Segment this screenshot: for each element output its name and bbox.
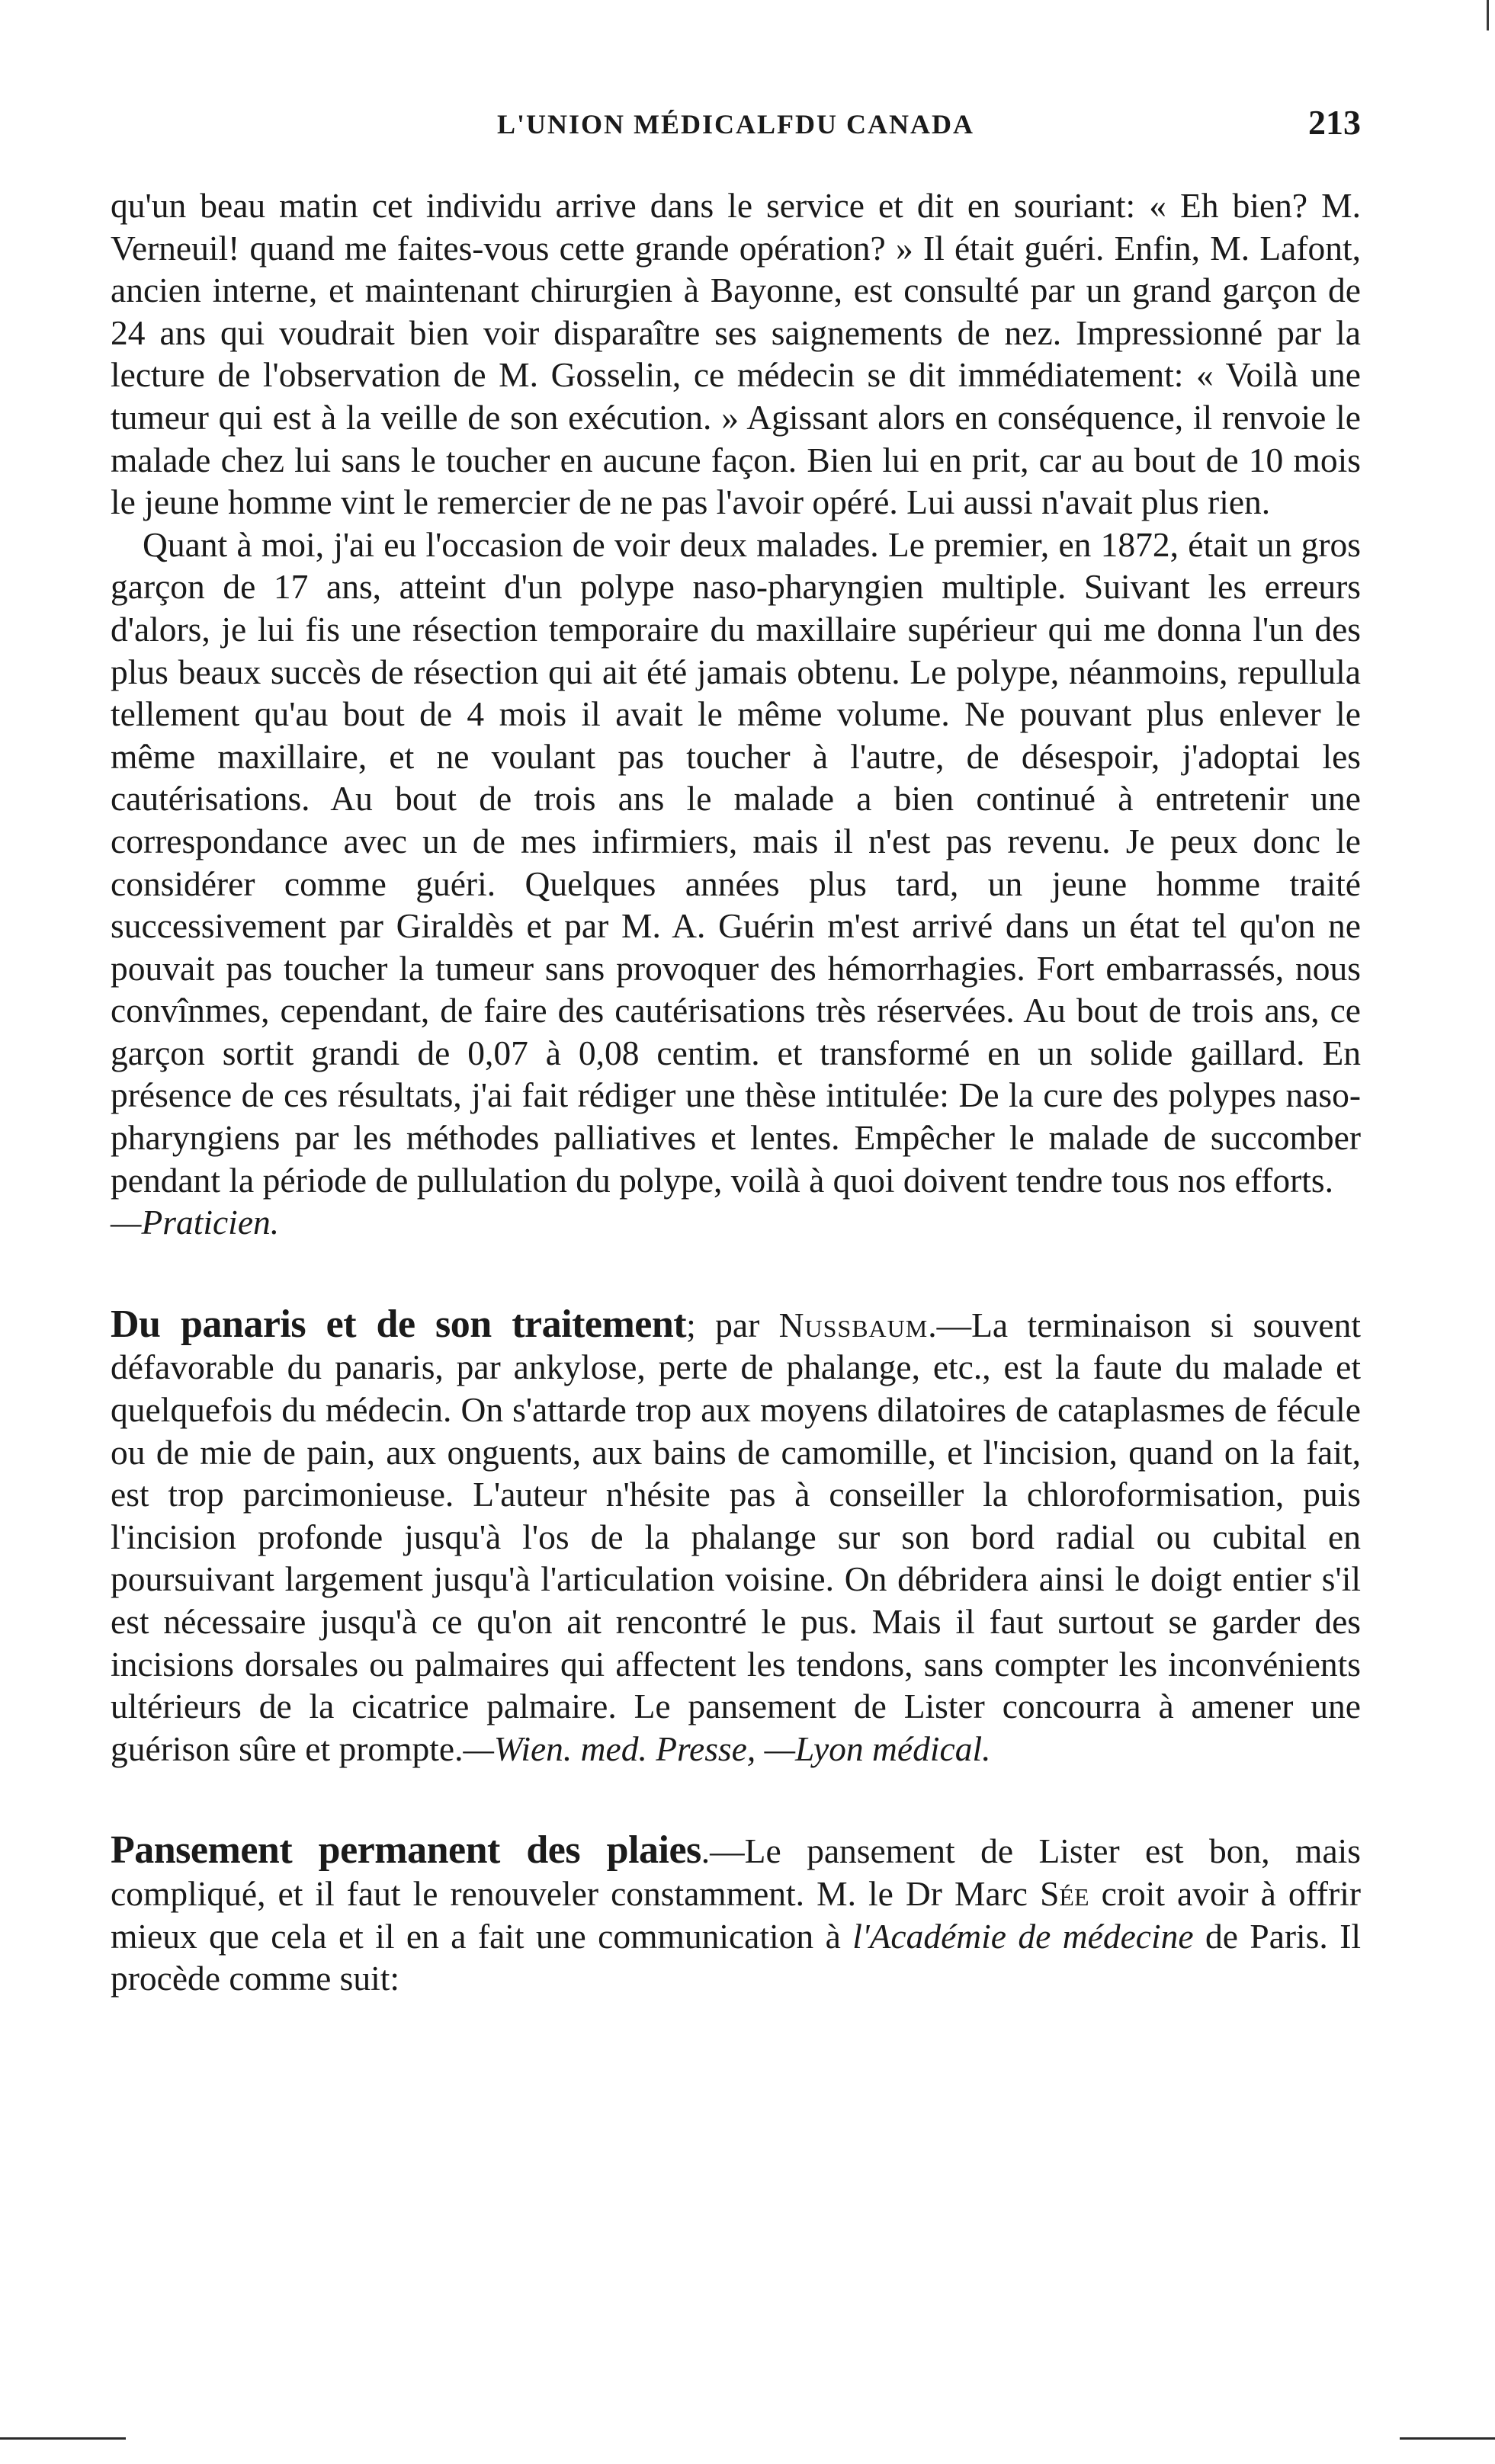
pansement-title: Pansement permanent des plaies — [111, 1828, 701, 1873]
panaris-citation: —Wien. med. Presse, —Lyon médical. — [463, 1729, 991, 1768]
running-header — [111, 98, 1361, 159]
journal-title: L'UNION MÉDICALFDU CANADA — [497, 109, 974, 139]
pansement-text-middle: croit avoir à offrir mieux que cela et il en a fait une communication à — [111, 1873, 1362, 1956]
article-pansement — [111, 1829, 1361, 1999]
pansement-text-before: .—Le pansement de Lister est bon, mais compliqué, et il faut le renouveler constamment. M. le Dr Marc — [111, 1831, 1361, 1913]
paragraph-continuation: qu'un beau matin cet individu arrive dans le service et dit en souriant: « Eh bien? M. Verneuil! quand me faites-vous cette grande opération? » Il était guéri. Enfin, M. Lafont, ancien interne, et maintenant chirurgien à Bayonne, est consulté par un grand garçon de 24 ans qui voudrait bien voir disparaître ses saignements de nez. Impressionné par la lecture de l'observation de M. Gosselin, ce médecin se dit immédiatement: « Voilà une tumeur qui est à la veille de son exécution. » Agissant alors en conséquence, il renvoie le malade chez lui sans le toucher en aucune façon. Bien lui en prit, car au bout de 10 mois le jeune homme vint le remercier de ne pas l'avoir opéré. Lui aussi n'avait plus rien. — [111, 186, 1361, 522]
panaris-author: Nussbaum — [778, 1305, 929, 1344]
scan-edge-mark — [1487, 0, 1489, 30]
pansement-author: Sée — [1040, 1873, 1089, 1913]
pansement-institution: l'Académie de médecine — [852, 1916, 1194, 1956]
panaris-text: .—La terminaison si souvent défavorable du panaris, par ankylose, perte de phalange, etc., est la faute du malade et quelquefois du médecin. On s'attarde trop aux moyens dilatoires de cataplasmes de fécule ou de mie de pain, aux onguents, aux bains de camomille, et l'incision, quand on la fait, est trop parcimonieuse. L'auteur n'hésite pas à conseiller la chloroformisation, puis l'incision profonde jusqu'à l'os de la phalange sur son bord radial ou cubital en poursuivant largement jusqu'à l'articulation voisine. On débridera ainsi le doigt entier s'il est nécessaire jusqu'à ce qu'on ait rencontré le pus. Mais il faut surtout se garder des incisions dorsales ou palmaires qui affectent les tendons, sans compter les inconvénients ultérieurs de la cicatrice palmaire. Le pansement de Lister concourra à amener une guérison sûre et prompte. — [111, 1305, 1361, 1768]
bottom-rule-left — [0, 2437, 126, 2440]
article-panaris — [111, 1303, 1361, 1770]
paragraph-author-cases: Quant à moi, j'ai eu l'occasion de voir deux malades. Le premier, en 1872, était un gros garçon de 17 ans, atteint d'un polype naso-pharyngien multiple. Suivant les erreurs d'alors, je lui fis une résection temporaire du maxillaire supérieur qui me donna l'un des plus beaux succès de résection qui ait été jamais obtenu. Le polype, néanmoins, repullula tellement qu'au bout de 4 mois il avait le même volume. Ne pouvant plus enlever le même maxillaire, et ne voulant pas toucher à l'autre, de désespoir, j'adoptai les cautérisations. Au bout de trois ans le malade a bien continué à entretenir une correspondance avec un de mes infirmiers, mais il n'est pas revenu. Je peux donc le considérer comme guéri. Quelques années plus tard, un jeune homme traité successivement par Giraldès et par M. A. Guérin m'est arrivé dans un état tel qu'on ne pouvait pas toucher la tumeur sans provoquer des hémorrhagies. Fort embarrassés, nous convînmes, cependant, de faire des cautérisations très réservées. Au bout de trois ans, ce garçon sortit grandi de 0,07 à 0,08 centim. et transformé en un solide gaillard. En présence de ces résultats, j'ai fait rédiger une thèse intitulée: De la cure des polypes naso-pharyngiens par les méthodes palliatives et lentes. Empêcher le malade de succomber pendant la période de pullulation du polype, voilà à quoi doivent tendre tous nos efforts. — [111, 524, 1361, 1200]
citation-praticien: —Praticien. — [111, 1203, 280, 1242]
pansement-text-after: de Paris. Il procède comme suit: — [111, 1916, 1361, 1998]
panaris-author-prefix: ; par — [686, 1305, 760, 1344]
panaris-paragraph — [111, 1303, 1361, 1770]
journal-page — [111, 98, 1361, 2000]
bottom-rule-right — [1400, 2437, 1495, 2440]
panaris-title: Du panaris et de son traitement — [111, 1302, 687, 1346]
article-polypes — [111, 184, 1361, 1244]
pansement-paragraph — [111, 1829, 1361, 1999]
page-number: 213 — [1308, 103, 1361, 142]
